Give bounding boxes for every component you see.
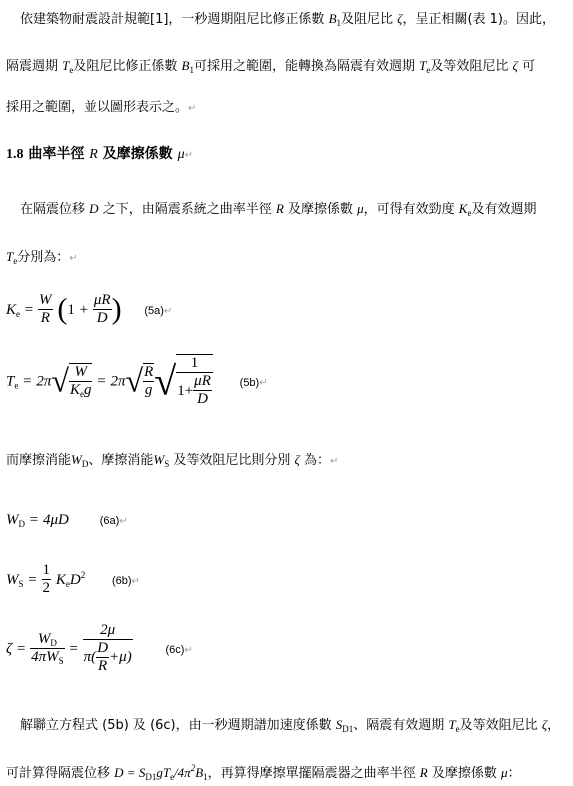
text: 及摩擦係數 xyxy=(431,766,497,781)
sub: e xyxy=(467,208,472,218)
sub: 1 xyxy=(336,18,342,28)
math-R: R xyxy=(275,201,284,216)
math-zeta: ζ xyxy=(6,641,13,657)
text: 及摩擦係數 xyxy=(102,146,173,162)
para-mark: ↵ xyxy=(69,253,78,264)
math-mu: μ xyxy=(177,147,185,162)
math-W: W xyxy=(153,452,165,467)
text: 可計算得隔震位移 xyxy=(6,766,111,781)
math-mu: μ xyxy=(357,201,364,216)
math-T: T xyxy=(6,249,14,264)
para-mark: ↵ xyxy=(329,456,339,467)
sub: 1 xyxy=(189,65,194,75)
text: 依建築物耐震設計規範[1]，一秒週期阻尼比修正係數 xyxy=(20,12,325,27)
math-zeta: ζ xyxy=(294,452,300,467)
p4-line-2 xyxy=(6,762,521,782)
equation-6a: $W_D = 4\mu D$ (6a)↵ xyxy=(6,512,128,529)
two-pi: 2π xyxy=(36,373,52,390)
text: 解聯立方程式 (5b) 及 (6c)，由一秒週期譜加速度係數 xyxy=(20,718,332,733)
math-D: D xyxy=(89,201,99,216)
text: ， xyxy=(547,718,561,733)
p2-line-2 xyxy=(6,246,78,266)
sub: e xyxy=(14,380,19,391)
sub: S xyxy=(18,579,24,589)
sub: e xyxy=(426,65,431,75)
four-mu-D: 4μD xyxy=(43,512,69,528)
math-W: W xyxy=(6,572,19,588)
text: 而摩擦消能 xyxy=(6,453,72,468)
math-K: K xyxy=(6,302,17,318)
para-mark: ↵ xyxy=(184,150,193,161)
math-B: B xyxy=(181,58,190,73)
math-W: W xyxy=(6,512,19,528)
text: 及摩擦係數 xyxy=(287,202,353,217)
math-zeta: ζ xyxy=(541,717,548,732)
sub: e xyxy=(16,309,21,319)
text: 之下，由隔震系統之曲率半徑 xyxy=(102,202,272,217)
p1-line-1 xyxy=(20,8,555,28)
p1-line-2 xyxy=(6,55,535,75)
para-mark: ↵ xyxy=(188,103,197,114)
text: 為： xyxy=(303,453,330,468)
math-T: T xyxy=(6,373,15,390)
fraction-WD-4piWS: $\frac{W_D}{4\pi W_S}$ xyxy=(31,631,64,666)
sub: e xyxy=(65,579,70,589)
sub: e xyxy=(455,724,460,734)
fraction-muR-D: $\frac{\mu R}{D}$ xyxy=(93,292,111,326)
sub: e xyxy=(69,65,74,75)
math-mu: μ xyxy=(501,765,508,780)
text: 、摩擦消能 xyxy=(88,453,154,468)
text: ，再算得摩擦單擺隔震器之曲率半徑 xyxy=(207,766,416,781)
math-D: D xyxy=(69,572,81,588)
fraction-1-over: 1 1+ $\frac{\mu R}{D}$ xyxy=(177,355,211,407)
para-mark: ↵ xyxy=(131,576,140,587)
two-pi: 2π xyxy=(110,373,126,390)
math-D-formula: $D = S_{D1}gT_e/4\pi^2B_1$ xyxy=(114,763,208,782)
text: ： xyxy=(507,766,521,781)
p2-line-1 xyxy=(20,198,536,218)
equation-6c: ζ = $\frac{W_D}{4\pi W_S}$ = 2μ π( $\frac{D}{R}$ +μ) (6c)↵ xyxy=(6,622,193,674)
text: ，可得有效勁度 xyxy=(363,202,455,217)
equation-label-5a: (5a) xyxy=(144,305,164,317)
text: 分別為： xyxy=(17,250,70,265)
fraction-R-g: $\frac{R}{g}$ xyxy=(144,364,154,398)
equation-label-6a: (6a) xyxy=(99,515,120,527)
text: 及等效阻尼比 xyxy=(430,59,509,74)
sub: e xyxy=(13,256,18,266)
sub: D1 xyxy=(342,724,354,734)
text: 可 xyxy=(521,59,535,74)
equation-5a: $K_e$ = $\frac{W}{R}$ (1 + $\frac{\mu R}{D}$ ) (5a)↵ xyxy=(6,292,173,326)
text: 及阻尼比 xyxy=(341,12,394,27)
text: 及等效阻尼比 xyxy=(459,718,538,733)
equation-label-6b: (6b) xyxy=(111,575,132,587)
math-T: T xyxy=(419,58,427,73)
math-zeta: ζ xyxy=(512,58,518,73)
sub: D xyxy=(18,519,25,529)
math-S: S xyxy=(335,717,343,732)
sub: D xyxy=(81,459,89,469)
text: 曲率半徑 xyxy=(28,146,85,162)
para-mark: ↵ xyxy=(163,306,173,317)
number-1: 1 xyxy=(67,302,75,318)
math-T: T xyxy=(62,58,70,73)
p1-line-3 xyxy=(6,96,196,115)
equation-label-6c: (6c) xyxy=(165,644,185,656)
math-T: T xyxy=(448,717,456,732)
math-R: R xyxy=(419,765,428,780)
para-mark: ↵ xyxy=(119,516,128,527)
math-B: B xyxy=(328,11,337,26)
math-K: K xyxy=(55,572,66,588)
fraction-W-Keg: $\frac{W}{K_eg}$ xyxy=(69,364,92,399)
sub: S xyxy=(164,459,170,469)
p3-line xyxy=(6,449,338,469)
heading-number: 1.8 xyxy=(6,147,24,162)
fraction-W-R: $\frac{W}{R}$ xyxy=(39,292,52,326)
section-heading xyxy=(6,143,193,163)
math-R: R xyxy=(89,147,98,162)
text: 及阻尼比修正係數 xyxy=(73,59,178,74)
fraction-2mu: 2μ π( $\frac{D}{R}$ +μ) xyxy=(83,622,132,674)
equation-label-5b: (5b) xyxy=(239,376,260,389)
sup: 2 xyxy=(80,570,86,580)
math-zeta: ζ xyxy=(397,11,403,26)
math-K: K xyxy=(458,201,468,216)
text: 及有效週期 xyxy=(471,202,537,217)
equation-5b: $T_e = 2\pi√$ $\frac{W}{K_eg}$ = 2π√ $\frac{R}{g}$ √ 1 1+ $\frac{\mu R}{D}$ (5b)↵ xyxy=(6,355,268,407)
text: 、隔震有效週期 xyxy=(353,718,445,733)
fraction-one-half: $\frac{1}{2}$ xyxy=(42,562,51,596)
equation-6b: $W_S$ = $\frac{1}{2}$ $K_eD^2$ (6b)↵ xyxy=(6,562,140,596)
text: 及等效阻尼比則分別 xyxy=(173,453,291,468)
para-mark: ↵ xyxy=(184,645,193,656)
text: ，呈正相關(表 1)。因此， xyxy=(402,12,555,27)
para-mark: ↵ xyxy=(259,377,268,389)
text: 可採用之範圍，能轉換為隔震有效週期 xyxy=(194,59,416,74)
text: 採用之範圍，並以圖形表示之。 xyxy=(6,100,189,115)
math-W: W xyxy=(71,452,82,467)
p4-line-1 xyxy=(20,714,560,734)
text: 隔震週期 xyxy=(6,59,59,74)
text: 在隔震位移 xyxy=(20,202,86,217)
